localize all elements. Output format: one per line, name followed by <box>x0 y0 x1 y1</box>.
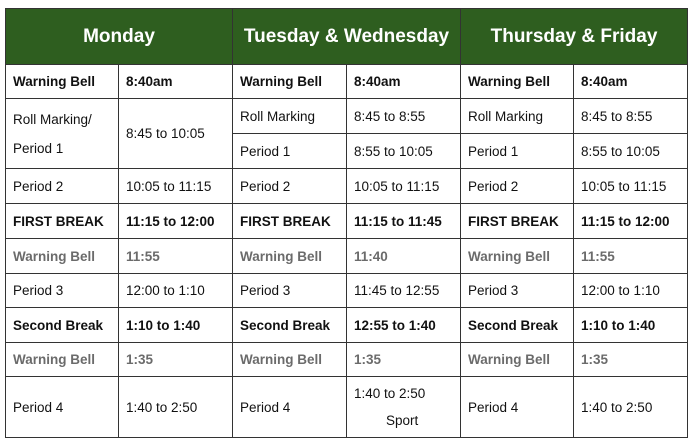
row-label: Second Break <box>6 308 119 343</box>
row-label: Period 3 <box>461 274 574 308</box>
row-time: 8:55 to 10:05 <box>574 134 688 169</box>
row-time: 10:05 to 11:15 <box>119 169 233 204</box>
row-label: Warning Bell <box>233 65 347 99</box>
row-time-sport <box>347 377 461 438</box>
row-label: Warning Bell <box>6 239 119 274</box>
row-label: FIRST BREAK <box>233 204 347 239</box>
row-label: Period 2 <box>461 169 574 204</box>
header-row <box>6 9 688 65</box>
row-time: 8:40am <box>574 65 688 99</box>
row-time: 8:55 to 10:05 <box>347 134 461 169</box>
row-label: Warning Bell <box>233 343 347 377</box>
table-row <box>6 274 688 308</box>
row-time: 11:15 to 12:00 <box>574 204 688 239</box>
row-time: 1:10 to 1:40 <box>119 308 233 343</box>
row-label: Period 2 <box>233 169 347 204</box>
table-row <box>6 377 688 438</box>
row-time: 8:45 to 8:55 <box>347 99 461 134</box>
bell-times-table <box>5 8 688 438</box>
table-row <box>6 99 688 134</box>
row-time: 11:15 to 12:00 <box>119 204 233 239</box>
row-label: Period 3 <box>233 274 347 308</box>
table-row <box>6 169 688 204</box>
row-time: 11:40 <box>347 239 461 274</box>
row-time: 11:55 <box>574 239 688 274</box>
row-label: Period 4 <box>6 377 119 438</box>
bell-times-wrapper <box>5 8 688 438</box>
row-label: Roll Marking <box>461 99 574 134</box>
period-1-line: Period 1 <box>13 140 64 156</box>
sport-line: Sport <box>386 413 419 428</box>
row-label: Roll Marking <box>233 99 347 134</box>
table-row <box>6 308 688 343</box>
row-time: 1:40 to 2:50 <box>574 377 688 438</box>
row-time: 8:40am <box>347 65 461 99</box>
header-tuesday-wednesday: Tuesday & Wednesday <box>233 9 461 65</box>
row-label: Period 2 <box>6 169 119 204</box>
row-time: 11:55 <box>119 239 233 274</box>
row-label: Period 4 <box>461 377 574 438</box>
row-label: Warning Bell <box>233 239 347 274</box>
row-label: Second Break <box>461 308 574 343</box>
row-time: 8:45 to 8:55 <box>574 99 688 134</box>
table-row <box>6 343 688 377</box>
row-time: 1:10 to 1:40 <box>574 308 688 343</box>
row-time: 10:05 to 11:15 <box>574 169 688 204</box>
row-label: FIRST BREAK <box>461 204 574 239</box>
row-time: 12:55 to 1:40 <box>347 308 461 343</box>
row-label: Warning Bell <box>461 343 574 377</box>
row-time: 11:15 to 11:45 <box>347 204 461 239</box>
row-label: Period 1 <box>461 134 574 169</box>
row-time-merged: 8:45 to 10:05 <box>119 99 233 169</box>
row-time: 8:40am <box>119 65 233 99</box>
row-time: 1:35 <box>347 343 461 377</box>
roll-marking-line: Roll Marking/ <box>13 111 92 127</box>
row-time: 12:00 to 1:10 <box>574 274 688 308</box>
header-monday: Monday <box>6 9 233 65</box>
period-4-time-line: 1:40 to 2:50 <box>354 386 426 401</box>
row-time: 11:45 to 12:55 <box>347 274 461 308</box>
row-label: Period 4 <box>233 377 347 438</box>
row-label: FIRST BREAK <box>6 204 119 239</box>
table-row <box>6 65 688 99</box>
row-label-merged <box>6 99 119 169</box>
row-time: 12:00 to 1:10 <box>119 274 233 308</box>
row-label: Second Break <box>233 308 347 343</box>
table-row <box>6 239 688 274</box>
row-label: Warning Bell <box>6 343 119 377</box>
row-label: Warning Bell <box>6 65 119 99</box>
row-time: 10:05 to 11:15 <box>347 169 461 204</box>
table-row <box>6 204 688 239</box>
row-time: 1:35 <box>119 343 233 377</box>
row-label: Warning Bell <box>461 65 574 99</box>
row-label: Period 1 <box>233 134 347 169</box>
row-label: Period 3 <box>6 274 119 308</box>
row-time: 1:40 to 2:50 <box>119 377 233 438</box>
header-thursday-friday: Thursday & Friday <box>461 9 688 65</box>
row-label: Warning Bell <box>461 239 574 274</box>
row-time: 1:35 <box>574 343 688 377</box>
